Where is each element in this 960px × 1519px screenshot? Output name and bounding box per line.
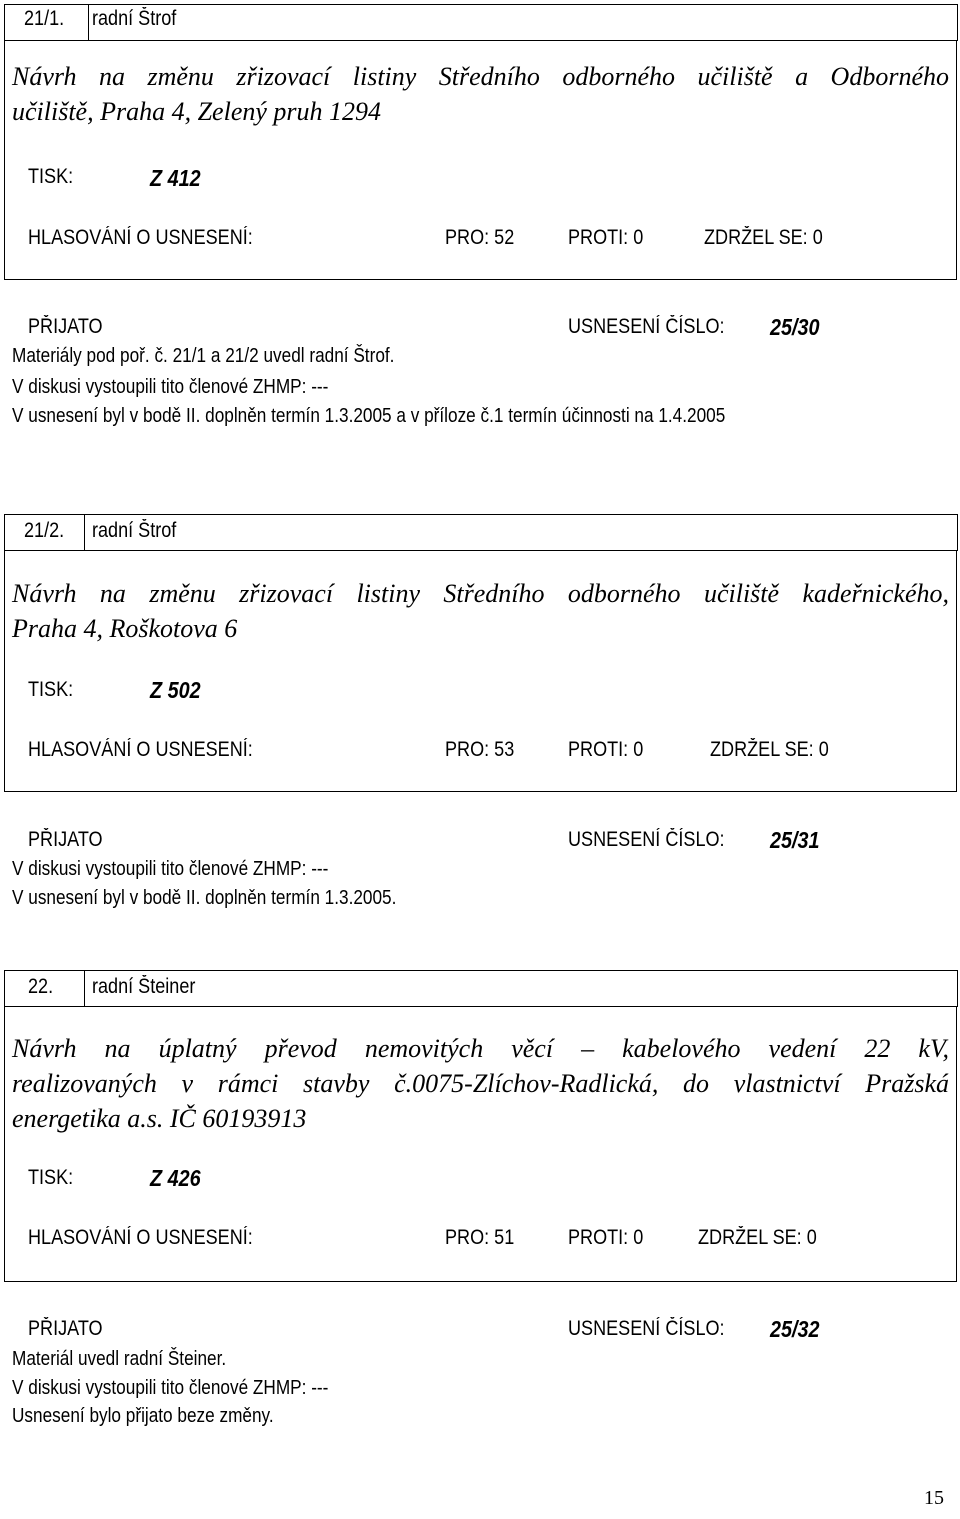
note-line: Usnesení bylo přijato beze změny. [12,1405,274,1427]
item-number: 21/1. [24,7,65,30]
vote-label: HLASOVÁNÍ O USNESENÍ: [28,738,253,761]
usneseni-label: USNESENÍ ČÍSLO: [568,828,725,851]
title-line: učiliště, Praha 4, Zelený pruh 1294 [12,97,382,126]
vote-label: HLASOVÁNÍ O USNESENÍ: [28,1226,253,1249]
item-speaker: radní Šteiner [92,975,196,998]
vote-proti: PROTI: 0 [568,1226,644,1249]
tisk-value: Z 426 [150,1165,201,1191]
tisk-value: Z 502 [150,677,201,703]
vote-zdrzel: ZDRŽEL SE: 0 [698,1226,817,1249]
vote-proti: PROTI: 0 [568,738,644,761]
vote-label: HLASOVÁNÍ O USNESENÍ: [28,226,253,249]
result-status: PŘIJATO [28,315,103,338]
title-line: Praha 4, Roškotova 6 [12,614,238,643]
vote-proti: PROTI: 0 [568,226,644,249]
result-status: PŘIJATO [28,1317,103,1340]
vote-zdrzel: ZDRŽEL SE: 0 [704,226,823,249]
tisk-label: TISK: [28,678,74,701]
tisk-label: TISK: [28,1166,74,1189]
item-title [12,1031,949,1136]
note-line: V usnesení byl v bodě II. doplněn termín 1.3.2005. [12,887,397,909]
item-title [12,59,949,129]
vote-pro: PRO: 53 [445,738,515,761]
title-line: Návrh na změnu zřizovací listiny Středního odborného učiliště kadeřnického, [12,579,949,608]
title-line: Návrh na úplatný převod nemovitých věcí – kabelového vedení 22 kV, [12,1034,949,1063]
tisk-label: TISK: [28,165,74,188]
note-line: V diskusi vystoupili tito členové ZHMP: --- [12,858,329,880]
note-line: V diskusi vystoupili tito členové ZHMP: --- [12,1377,329,1399]
usneseni-label: USNESENÍ ČÍSLO: [568,315,725,338]
usneseni-number: 25/31 [770,827,820,853]
note-line: Materiál uvedl radní Šteiner. [12,1348,227,1370]
item-speaker: radní Štrof [92,519,177,542]
vote-pro: PRO: 52 [445,226,515,249]
item-number: 22. [28,975,54,998]
vote-pro: PRO: 51 [445,1226,515,1249]
page-number: 15 [924,1487,944,1509]
note-line: V diskusi vystoupili tito členové ZHMP: --- [12,376,329,398]
title-line: energetika a.s. IČ 60193913 [12,1104,307,1133]
vote-zdrzel: ZDRŽEL SE: 0 [710,738,829,761]
note-line: Materiály pod poř. č. 21/1 a 21/2 uvedl radní Štrof. [12,345,395,367]
item-number: 21/2. [24,519,65,542]
usneseni-number: 25/30 [770,314,820,340]
result-status: PŘIJATO [28,828,103,851]
usneseni-label: USNESENÍ ČÍSLO: [568,1317,725,1340]
title-line: Návrh na změnu zřizovací listiny Středního odborného učiliště a Odborného [12,62,949,91]
tisk-value: Z 412 [150,165,201,191]
title-line: realizovaných v rámci stavby č.0075-Zlíchov-Radlická, do vlastnictví Pražská [12,1069,949,1098]
note-line: V usnesení byl v bodě II. doplněn termín 1.3.2005 a v příloze č.1 termín účinnosti na 1.4.2005 [12,405,726,427]
item-speaker: radní Štrof [92,7,177,30]
item-title [12,576,949,646]
usneseni-number: 25/32 [770,1316,820,1342]
